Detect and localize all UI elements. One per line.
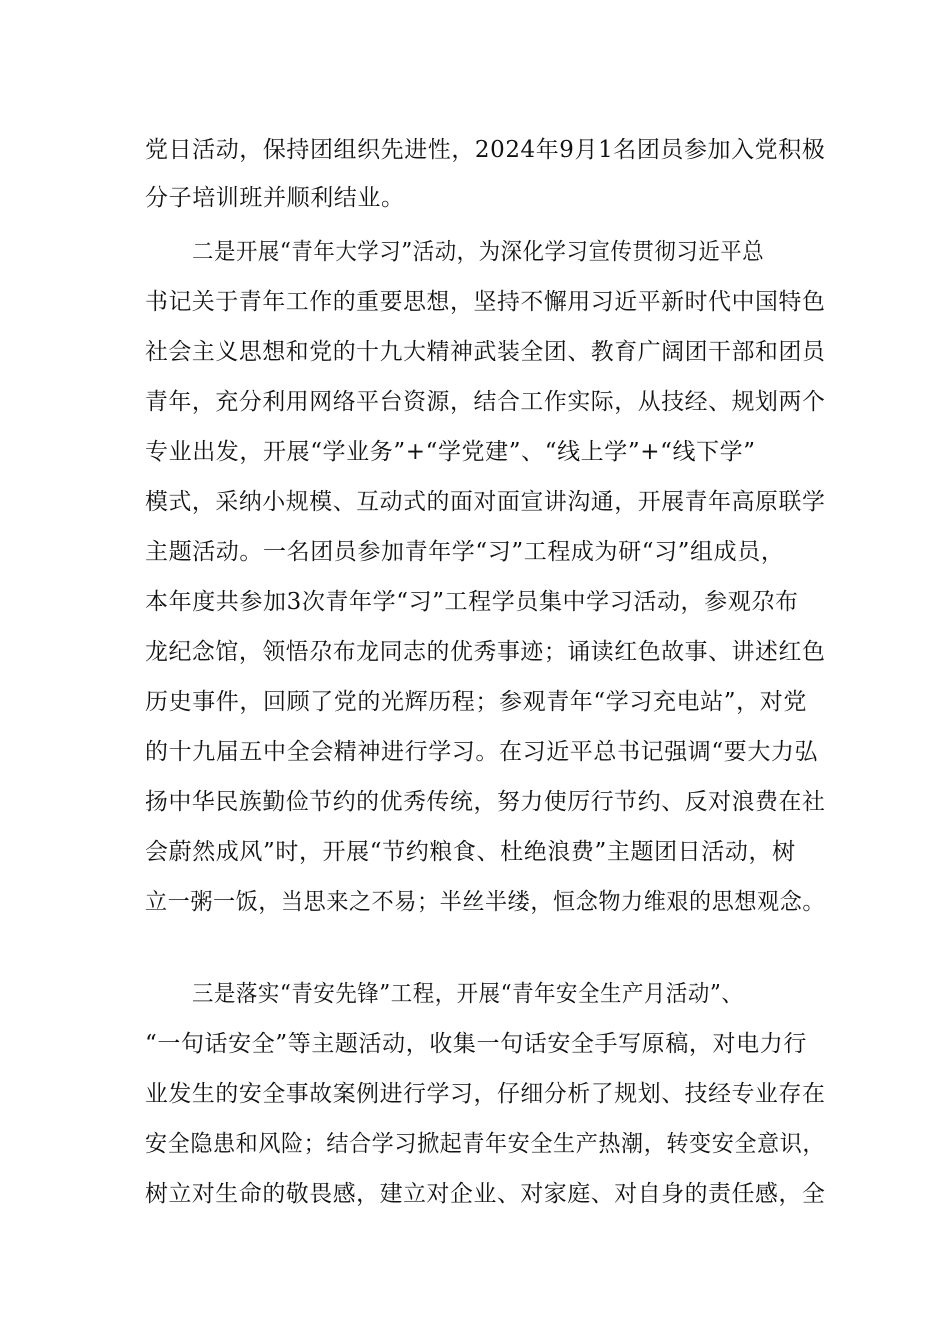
text-line: 树立对生命的敬畏感，建立对企业、对家庭、对自身的责任感，全 xyxy=(145,1181,826,1207)
text-line: 书记关于青年工作的重要思想，坚持不懈用习近平新时代中国特色 xyxy=(145,289,826,315)
text-line: 本年度共参加3次青年学“习”工程学员集中学习活动，参观尕布 xyxy=(145,589,799,615)
text-line: 分子培训班并顺利结业。 xyxy=(145,185,405,211)
text-line: 青年，充分利用网络平台资源，结合工作实际，从技经、规划两个 xyxy=(145,389,826,415)
text-line: 主题活动。一名团员参加青年学“习”工程成为研“习”组成员， xyxy=(145,539,785,565)
text-line: 党日活动，保持团组织先进性，2024年9月1名团员参加入党积极 xyxy=(145,137,826,163)
text-line: 历史事件，回顾了党的光辉历程；参观青年“学习充电站”，对党 xyxy=(145,689,807,715)
text-line: 模式，采纳小规模、互动式的面对面宣讲沟通，开展青年高原联学 xyxy=(145,489,826,515)
text-line: 社会主义思想和党的十九大精神武装全团、教育广阔团干部和团员 xyxy=(145,339,826,365)
text-line: “一句话安全”等主题活动，收集一句话安全手写原稿，对电力行 xyxy=(145,1031,807,1057)
text-line: 立一粥一饭，当思来之不易；半丝半缕，恒念物力维艰的思想观念。 xyxy=(145,889,826,915)
text-line: 龙纪念馆，领悟尕布龙同志的优秀事迹；诵读红色故事、讲述红色 xyxy=(145,639,826,665)
text-line: 的十九届五中全会精神进行学习。在习近平总书记强调“要大力弘 xyxy=(145,739,819,765)
text-line: 安全隐患和风险；结合学习掀起青年安全生产热潮，转变安全意识， xyxy=(145,1131,826,1157)
paragraph-first-line: 三是落实“青安先锋”工程，开展“青年安全生产月活动”、 xyxy=(192,981,744,1007)
text-line: 扬中华民族勤俭节约的优秀传统，努力使厉行节约、反对浪费在社 xyxy=(145,789,826,815)
text-line: 专业出发，开展“学业务”+“学党建”、“线上学”+“线下学” xyxy=(145,439,756,465)
paragraph-first-line: 二是开展“青年大学习”活动，为深化学习宣传贯彻习近平总 xyxy=(192,239,765,265)
text-line: 业发生的安全事故案例进行学习，仔细分析了规划、技经专业存在 xyxy=(145,1081,826,1107)
text-line: 会蔚然成风”时，开展“节约粮食、杜绝浪费”主题团日活动，树 xyxy=(145,839,796,865)
